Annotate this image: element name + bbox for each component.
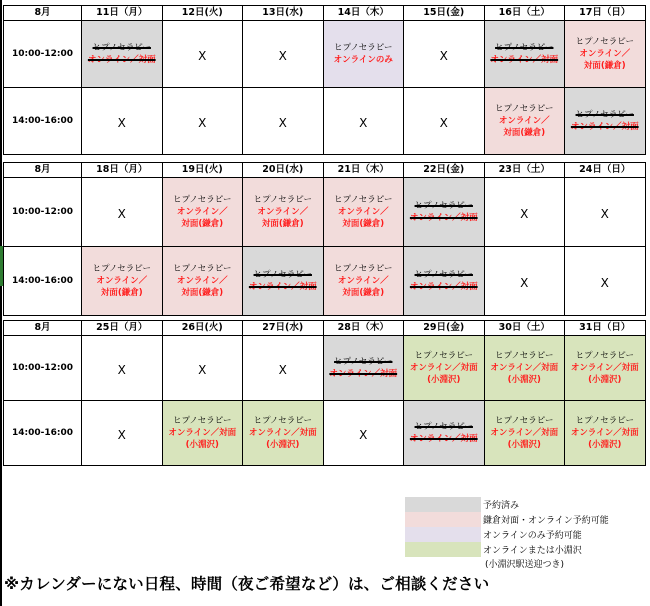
day-header: 17日（日） [565, 6, 646, 21]
session-entry [243, 194, 323, 230]
session-name: ヒプノセラピー [495, 416, 554, 426]
day-header: 27日(水) [243, 321, 324, 336]
slot-cell-unavailable [82, 88, 163, 155]
session-name: ヒプノセラピー [575, 110, 634, 120]
day-header: 23日（土） [484, 163, 565, 178]
session-format: オンライン／対面 [570, 428, 639, 438]
session-format: オンライン／ [96, 276, 148, 286]
legend-swatch-kobuchizawa [405, 542, 481, 557]
time-label: 10:00-12:00 [4, 178, 82, 247]
session-entry [565, 36, 645, 72]
session-entry [243, 415, 323, 451]
day-header: 11日（月） [82, 6, 163, 21]
unavailable-mark: X [117, 206, 126, 221]
session-format: オンライン／対面 [409, 434, 478, 444]
day-header: 15日(金) [404, 6, 485, 21]
slot-cell-kobuchizawa [484, 401, 565, 466]
slot-cell-kobuchizawa [565, 401, 646, 466]
slot-cell-kobuchizawa [565, 336, 646, 401]
session-name: ヒプノセラピー [253, 270, 312, 280]
session-location: (小淵沢) [588, 440, 622, 450]
slot-cell-booked [323, 336, 404, 401]
slot-cell-kobuchizawa [484, 336, 565, 401]
session-name: ヒプノセラピー [253, 416, 312, 426]
slot-cell-unavailable [82, 401, 163, 466]
legend-swatch-online-only [405, 527, 481, 542]
session-entry [324, 42, 404, 66]
unavailable-mark: X [117, 362, 126, 377]
unavailable-mark: X [359, 427, 368, 442]
week-table-2 [3, 162, 646, 316]
slot-cell-booked [404, 247, 485, 316]
slot-cell-unavailable [82, 336, 163, 401]
unavailable-mark: X [600, 275, 609, 290]
footnote: ※カレンダーにない日程、時間（夜ご希望など）は、ご相談ください [4, 575, 490, 593]
session-entry [565, 109, 645, 133]
slot-cell-kamakura [565, 21, 646, 88]
session-name: ヒプノセラピー [495, 104, 554, 114]
time-label: 14:00-16:00 [4, 401, 82, 466]
session-format: オンライン／対面 [570, 122, 639, 132]
session-name: ヒプノセラピー [575, 37, 634, 47]
day-header: 30日（土） [484, 321, 565, 336]
session-entry [565, 415, 645, 451]
session-name: ヒプノセラピー [414, 351, 473, 361]
session-location: 対面(鎌倉) [342, 288, 385, 298]
session-entry [163, 263, 243, 299]
legend-label-kobuchizawa: オンラインまたは小淵沢 [483, 546, 582, 556]
slot-cell-unavailable [82, 178, 163, 247]
session-location: (小淵沢) [588, 375, 622, 385]
session-location: 対面(鎌倉) [583, 61, 626, 71]
day-header: 25日（月） [82, 321, 163, 336]
session-format: オンライン／対面 [409, 282, 478, 292]
session-format: オンライン／ [176, 207, 228, 217]
session-entry [404, 269, 484, 293]
slot-cell-unavailable [484, 178, 565, 247]
slot-cell-unavailable [565, 178, 646, 247]
session-entry [485, 350, 565, 386]
day-header: 22日(金) [404, 163, 485, 178]
session-name: ヒプノセラピー [414, 201, 473, 211]
time-label: 10:00-12:00 [4, 21, 82, 88]
week-header-row [4, 6, 646, 21]
session-entry [82, 42, 162, 66]
unavailable-mark: X [359, 115, 368, 130]
session-entry [565, 350, 645, 386]
session-location: (小淵沢) [427, 375, 461, 385]
session-format: オンライン／対面 [409, 213, 478, 223]
session-name: ヒプノセラピー [92, 264, 151, 274]
session-format: オンライン／ [337, 207, 389, 217]
session-name: ヒプノセラピー [414, 422, 473, 432]
week-table-3 [3, 320, 646, 466]
unavailable-mark: X [520, 206, 529, 221]
session-entry [163, 415, 243, 451]
left-border-line [0, 0, 2, 606]
unavailable-mark: X [278, 48, 287, 63]
session-location: (小淵沢) [266, 440, 300, 450]
day-header: 14日（木） [323, 6, 404, 21]
month-label: 8月 [4, 163, 82, 178]
week-header-row [4, 321, 646, 336]
day-header: 24日（日） [565, 163, 646, 178]
slot-cell-unavailable [162, 88, 243, 155]
time-slot-row [4, 401, 646, 466]
slot-cell-booked [565, 88, 646, 155]
session-format: オンライン／対面 [490, 363, 559, 373]
day-header: 28日（木） [323, 321, 404, 336]
session-entry [163, 194, 243, 230]
day-header: 26日(火) [162, 321, 243, 336]
session-entry [82, 263, 162, 299]
session-name: ヒプノセラピー [334, 357, 393, 367]
session-format: オンライン／対面 [248, 428, 317, 438]
slot-cell-unavailable [404, 21, 485, 88]
legend-swatch-kamakura [405, 512, 481, 527]
slot-cell-booked [484, 21, 565, 88]
slot-cell-unavailable [565, 247, 646, 316]
slot-cell-kobuchizawa [162, 401, 243, 466]
session-format: オンライン／対面 [490, 428, 559, 438]
session-entry [324, 263, 404, 299]
session-location: (小淵沢) [507, 375, 541, 385]
unavailable-mark: X [278, 362, 287, 377]
session-format: オンライン／対面 [490, 55, 559, 65]
slot-cell-online-only [323, 21, 404, 88]
session-entry [404, 200, 484, 224]
time-slot-row [4, 21, 646, 88]
session-name: ヒプノセラピー [575, 351, 634, 361]
day-header: 18日（月） [82, 163, 163, 178]
slot-cell-unavailable [162, 336, 243, 401]
session-location: (小淵沢) [185, 440, 219, 450]
time-slot-row [4, 247, 646, 316]
slot-cell-kamakura [243, 178, 324, 247]
session-entry [404, 350, 484, 386]
slot-cell-unavailable [484, 247, 565, 316]
unavailable-mark: X [520, 275, 529, 290]
session-name: ヒプノセラピー [173, 195, 232, 205]
legend-label-booked: 予約済み [483, 501, 520, 511]
slot-cell-unavailable [243, 88, 324, 155]
session-entry [404, 421, 484, 445]
day-header: 31日（日） [565, 321, 646, 336]
time-slot-row [4, 178, 646, 247]
slot-cell-kamakura [484, 88, 565, 155]
unavailable-mark: X [439, 115, 448, 130]
session-location: 対面(鎌倉) [100, 288, 143, 298]
slot-cell-kobuchizawa [243, 401, 324, 466]
session-name: ヒプノセラピー [92, 43, 151, 53]
session-name: ヒプノセラピー [253, 195, 312, 205]
session-name: ヒプノセラピー [334, 264, 393, 274]
legend-note-pickup: (小淵沢駅送迎つき) [485, 560, 565, 570]
session-format: オンライン／対面 [329, 369, 398, 379]
slot-cell-booked [243, 247, 324, 316]
slot-cell-unavailable [323, 88, 404, 155]
month-label: 8月 [4, 6, 82, 21]
day-header: 12日(火) [162, 6, 243, 21]
session-name: ヒプノセラピー [334, 195, 393, 205]
session-entry [324, 356, 404, 380]
legend-label-online-only: オンラインのみ予約可能 [483, 531, 582, 541]
session-format: オンライン／対面 [409, 363, 478, 373]
session-format: オンライン／ [579, 49, 631, 59]
session-entry [243, 269, 323, 293]
slot-cell-kobuchizawa [404, 336, 485, 401]
slot-cell-booked [404, 178, 485, 247]
time-slot-row [4, 336, 646, 401]
day-header: 20日(水) [243, 163, 324, 178]
session-format: オンライン／対面 [570, 363, 639, 373]
session-location: 対面(鎌倉) [261, 219, 304, 229]
unavailable-mark: X [439, 48, 448, 63]
time-label: 10:00-12:00 [4, 336, 82, 401]
session-name: ヒプノセラピー [495, 351, 554, 361]
day-header: 29日(金) [404, 321, 485, 336]
week-table-1 [3, 5, 646, 155]
session-format: オンライン／対面 [168, 428, 237, 438]
session-format: オンライン／対面 [248, 282, 317, 292]
legend-item-kamakura [405, 512, 609, 527]
slot-cell-kamakura [82, 247, 163, 316]
session-location: 対面(鎌倉) [181, 288, 224, 298]
session-format: オンライン／ [176, 276, 228, 286]
legend-label-kamakura: 鎌倉対面・オンライン予約可能 [483, 516, 609, 526]
session-location: 対面(鎌倉) [342, 219, 385, 229]
session-location: (小淵沢) [507, 440, 541, 450]
session-entry [324, 194, 404, 230]
slot-cell-booked [82, 21, 163, 88]
day-header: 21日（木） [323, 163, 404, 178]
unavailable-mark: X [117, 427, 126, 442]
unavailable-mark: X [198, 48, 207, 63]
slot-cell-kamakura [162, 178, 243, 247]
legend-item-kobuchizawa [405, 542, 582, 557]
session-location: 対面(鎌倉) [503, 128, 546, 138]
session-name: ヒプノセラピー [173, 264, 232, 274]
day-header: 19日(火) [162, 163, 243, 178]
slot-cell-unavailable [404, 88, 485, 155]
unavailable-mark: X [278, 115, 287, 130]
slot-cell-kamakura [323, 247, 404, 316]
day-header: 13日(水) [243, 6, 324, 21]
slot-cell-unavailable [162, 21, 243, 88]
unavailable-mark: X [600, 206, 609, 221]
week-header-row [4, 163, 646, 178]
slot-cell-unavailable [243, 21, 324, 88]
session-entry [485, 415, 565, 451]
session-name: ヒプノセラピー [173, 416, 232, 426]
legend-swatch-booked [405, 497, 481, 512]
session-entry [485, 42, 565, 66]
legend-item-online-only [405, 527, 582, 542]
session-format: オンラインのみ [333, 55, 393, 65]
time-slot-row [4, 88, 646, 155]
session-entry [485, 103, 565, 139]
unavailable-mark: X [198, 362, 207, 377]
session-format: オンライン／ [257, 207, 309, 217]
slot-cell-unavailable [243, 336, 324, 401]
session-format: オンライン／ [498, 116, 550, 126]
session-location: 対面(鎌倉) [181, 219, 224, 229]
legend-item-booked [405, 497, 519, 512]
slot-cell-kamakura [323, 178, 404, 247]
session-name: ヒプノセラピー [575, 416, 634, 426]
session-format: オンライン／ [337, 276, 389, 286]
unavailable-mark: X [198, 115, 207, 130]
time-label: 14:00-16:00 [4, 88, 82, 155]
time-label: 14:00-16:00 [4, 247, 82, 316]
slot-cell-unavailable [323, 401, 404, 466]
slot-cell-booked [404, 401, 485, 466]
session-name: ヒプノセラピー [495, 43, 554, 53]
slot-cell-kamakura [162, 247, 243, 316]
day-header: 16日（土） [484, 6, 565, 21]
session-format: オンライン／対面 [87, 55, 156, 65]
unavailable-mark: X [117, 115, 126, 130]
session-name: ヒプノセラピー [414, 270, 473, 280]
session-name: ヒプノセラピー [334, 43, 393, 53]
month-label: 8月 [4, 321, 82, 336]
